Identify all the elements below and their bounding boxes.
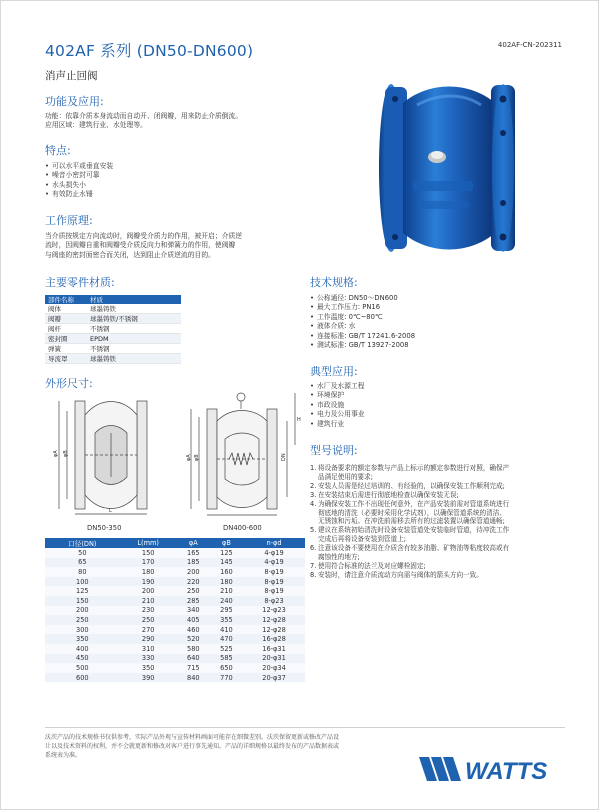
- product-subtitle: 消声止回阀: [45, 70, 98, 82]
- note-line: 安装人员需是经过培训的、有经验的，以确保安装工作顺利完成;: [318, 481, 505, 490]
- cell: 585: [210, 654, 243, 664]
- function-line: 应用区域：建筑行业、水处理等。: [45, 121, 147, 130]
- note-line: 完成后再将设备安装到管道上;: [318, 535, 406, 544]
- cell: 12-φ23: [243, 606, 305, 616]
- features-list: [45, 162, 113, 200]
- application-item: • 水厂及水源工程: [310, 382, 365, 391]
- part-name: 阀瓣: [45, 314, 87, 324]
- table-row: [45, 596, 305, 606]
- applications-list: [310, 382, 365, 429]
- cell: 355: [210, 615, 243, 625]
- cell: 770: [210, 673, 243, 683]
- note-line: 使用符合标准的法兰及对应螺栓固定;: [318, 561, 426, 570]
- cell: 250: [177, 586, 210, 596]
- cell: 230: [120, 606, 177, 616]
- cell: 240: [210, 596, 243, 606]
- footer-line: 计以及技术资料的权利，并不会就更新和修改对客户进行事先通知。产品的详细规格以最终发布的产品数据表或: [45, 743, 340, 750]
- cell: 340: [177, 606, 210, 616]
- note-number: 8.: [310, 570, 317, 579]
- cell: 450: [45, 654, 120, 664]
- dims-header-phi-a: φA: [177, 538, 210, 548]
- watts-logo: [419, 753, 567, 789]
- cell: 390: [120, 673, 177, 683]
- cell: 145: [210, 558, 243, 568]
- application-item: • 电力及公用事业: [310, 410, 365, 419]
- spec-item: • 最大工作压力: PN16: [310, 303, 415, 312]
- note-number: 6.: [310, 544, 317, 553]
- table-row: [45, 334, 181, 344]
- cell: 12-φ28: [243, 615, 305, 625]
- cell: 210: [210, 586, 243, 596]
- cell: 80: [45, 567, 120, 577]
- specs-heading: 技术规格:: [310, 276, 358, 289]
- principle-line: 流时，因阀瓣自重和阀瓣受介质反向力和弹簧力的作用，使阀瓣: [45, 241, 236, 250]
- table-row: [45, 673, 305, 683]
- cell: 16-φ31: [243, 644, 305, 654]
- cell: 190: [120, 577, 177, 587]
- feature-item: • 有效防止水锤: [45, 190, 113, 199]
- note-line: 在安装结束后需进行彻底地检查以确保安装无误;: [318, 490, 459, 499]
- cell: 50: [45, 548, 120, 558]
- dims-header-l: L(mm): [120, 538, 177, 548]
- cell: 200: [45, 606, 120, 616]
- principle-heading: 工作原理:: [45, 214, 93, 227]
- cell: 165: [177, 548, 210, 558]
- cell: 8-φ23: [243, 596, 305, 606]
- note-number: 7.: [310, 561, 317, 570]
- cell: 460: [177, 625, 210, 635]
- specs-list: [310, 294, 415, 350]
- cell: 405: [177, 615, 210, 625]
- cell: 20-φ34: [243, 663, 305, 673]
- label-phi-a: φA: [186, 454, 192, 461]
- drawing-dn400-600: [179, 385, 305, 519]
- label-h: H: [297, 417, 301, 423]
- table-row: [45, 625, 305, 635]
- label-dn: DN: [281, 453, 287, 461]
- dims-header-phi-b: φB: [210, 538, 243, 548]
- note-line: 将设备要求的额定参数与产品上标示的额定参数进行对照，确保产: [318, 464, 510, 472]
- cell: 295: [210, 606, 243, 616]
- note-line: 为确保安装工作不出现任何意外，在产品安装前需对管道系统进行: [318, 499, 510, 508]
- dims-header-dn: 口径(DN): [45, 538, 120, 548]
- cell: 250: [120, 615, 177, 625]
- cell: 200: [120, 586, 177, 596]
- application-item: • 建筑行业: [310, 420, 365, 429]
- model-notes-list: [310, 464, 562, 580]
- note-number: 2.: [310, 481, 317, 490]
- cell: 8-φ19: [243, 567, 305, 577]
- label-phi-b: φB: [194, 454, 200, 461]
- note-item: [310, 526, 562, 544]
- spec-item: • 工作温度: 0℃~80℃: [310, 313, 415, 322]
- cell: 4-φ19: [243, 548, 305, 558]
- application-item: • 市政设施: [310, 401, 365, 410]
- table-row: [45, 558, 305, 568]
- cell: 8-φ19: [243, 577, 305, 587]
- cell: 290: [120, 634, 177, 644]
- cell: 220: [177, 577, 210, 587]
- materials-header-part: 部件名称: [45, 295, 87, 304]
- dimensions-heading: 外形尺寸:: [45, 377, 93, 390]
- cell: 210: [120, 596, 177, 606]
- label-phi-b: φB: [63, 450, 69, 457]
- brand-name: WATTS: [465, 758, 548, 785]
- table-row: [45, 615, 305, 625]
- function-heading: 功能及应用:: [45, 95, 104, 108]
- table-row: [45, 304, 181, 314]
- table-row: [45, 577, 305, 587]
- table-row: [45, 606, 305, 616]
- cell: 200: [177, 567, 210, 577]
- cell: 470: [210, 634, 243, 644]
- cell: 410: [210, 625, 243, 635]
- features-heading: 特点:: [45, 144, 71, 157]
- cell: 350: [45, 634, 120, 644]
- cell: 520: [177, 634, 210, 644]
- materials-heading: 主要零件材质:: [45, 276, 115, 289]
- footer-line: 沃茨产品的技术规格书仅供参考，实际产品外观与宣传材料画面可能存在细微差别。沃茨保留更新或修改产品设: [45, 734, 340, 741]
- cell: 125: [210, 548, 243, 558]
- function-text: [45, 112, 315, 131]
- table-row: [45, 344, 181, 354]
- cell: 150: [120, 548, 177, 558]
- part-material: 不锈钢: [87, 324, 181, 334]
- cell: 640: [177, 654, 210, 664]
- dims-header-holes: n-φd: [243, 538, 305, 548]
- cell: 150: [45, 596, 120, 606]
- note-number: 4.: [310, 499, 317, 508]
- applications-heading: 典型应用:: [310, 365, 358, 378]
- footer-disclaimer: [45, 733, 405, 760]
- note-item: [310, 500, 562, 527]
- feature-item: • 水头损失小: [45, 181, 113, 190]
- note-item: [310, 571, 562, 580]
- table-row: [45, 663, 305, 673]
- note-line: 无锈蚀和污垢。在冲洗前需移去所有的过滤装置以确保管道通畅;: [318, 517, 505, 526]
- spec-item: • 测试标准: GB/T 13927-2008: [310, 341, 415, 350]
- principle-line: 当介质按规定方向流动时，阀瓣受介质力的作用，被开启；介质逆: [45, 232, 243, 240]
- cell: 8-φ19: [243, 586, 305, 596]
- cell: 65: [45, 558, 120, 568]
- cell: 270: [120, 625, 177, 635]
- note-line: 彻底地的清洗（必要时采用化学试剂），以确保管道系统的清洁、: [318, 508, 506, 517]
- part-material: 球墨铸铁: [87, 304, 181, 314]
- part-name: 阀杆: [45, 324, 87, 334]
- note-item: [310, 544, 562, 562]
- cell: 580: [177, 644, 210, 654]
- cell: 600: [45, 673, 120, 683]
- cell: 160: [210, 567, 243, 577]
- cell: 180: [120, 567, 177, 577]
- model-notes-heading: 型号说明:: [310, 444, 358, 457]
- drawing-dn50-350: [45, 393, 175, 519]
- note-line: 品满足使用的要求;: [318, 472, 373, 481]
- principle-line: 与阀座的密封面密合而关闭，达到阻止介质逆流的目的。: [45, 250, 215, 259]
- label-phi-a: φA: [53, 450, 59, 457]
- note-line: 注意该设备不要使用在介质含有较多油脂、矿物油等粘度较高或有: [318, 544, 510, 553]
- cell: 250: [45, 615, 120, 625]
- feature-item: • 噪音小密封可靠: [45, 171, 113, 180]
- part-name: 阀体: [45, 304, 87, 314]
- dimensions-table: [45, 538, 305, 682]
- note-item: [310, 562, 562, 571]
- note-item: [310, 482, 562, 491]
- cell: 525: [210, 644, 243, 654]
- cell: 285: [177, 596, 210, 606]
- part-name: 导流罩: [45, 354, 87, 364]
- footer-divider: [45, 727, 565, 728]
- table-row: [45, 644, 305, 654]
- cell: 500: [45, 663, 120, 673]
- document-number: 402AF-CN-202311: [497, 41, 562, 49]
- part-material: 球墨铸铁/不锈钢: [87, 314, 181, 324]
- cell: 20-φ31: [243, 654, 305, 664]
- note-number: 5.: [310, 526, 317, 535]
- part-material: EPDM: [87, 334, 181, 344]
- note-item: [310, 491, 562, 500]
- cell: 12-φ28: [243, 625, 305, 635]
- product-image: [369, 73, 529, 263]
- drawing-caption-right: DN400-600: [223, 524, 262, 532]
- feature-item: • 可以水平或垂直安装: [45, 162, 113, 171]
- table-row: [45, 314, 181, 324]
- note-line: 安装时，请注意介质流动方向需与阀体的箭头方向一致。: [318, 570, 483, 579]
- materials-header-material: 材质: [87, 295, 181, 304]
- application-item: • 环境保护: [310, 391, 365, 400]
- drawing-caption-left: DN50-350: [87, 524, 122, 532]
- cell: 100: [45, 577, 120, 587]
- page-title: 402AF 系列 (DN50-DN600): [45, 42, 254, 60]
- cell: 185: [177, 558, 210, 568]
- table-row: [45, 586, 305, 596]
- function-line: 功能：依靠介质本身流动而自动开、闭阀瓣，用来防止介质倒流。: [45, 112, 243, 120]
- cell: 125: [45, 586, 120, 596]
- cell: 20-φ37: [243, 673, 305, 683]
- cell: 840: [177, 673, 210, 683]
- table-row: [45, 654, 305, 664]
- table-row: [45, 354, 181, 364]
- cell: 16-φ28: [243, 634, 305, 644]
- note-number: 3.: [310, 490, 317, 499]
- table-row: [45, 567, 305, 577]
- label-l: L: [109, 508, 112, 514]
- spec-item: • 连接标准: GB/T 17241.6-2008: [310, 332, 415, 341]
- note-line: 腐蚀性的地方;: [318, 553, 360, 562]
- principle-text: [45, 232, 315, 260]
- cell: 330: [120, 654, 177, 664]
- note-line: 建议在系统初始清洗时设备安装管道处安装临时管道，待冲洗工作: [318, 526, 510, 535]
- cell: 300: [45, 625, 120, 635]
- cell: 310: [120, 644, 177, 654]
- part-name: 弹簧: [45, 344, 87, 354]
- materials-table: [45, 295, 181, 364]
- note-item: [310, 464, 562, 482]
- cell: 180: [210, 577, 243, 587]
- table-row: [45, 324, 181, 334]
- spec-item: • 公称通径: DN50～DN600: [310, 294, 415, 303]
- spec-item: • 液体介质: 水: [310, 322, 415, 331]
- cell: 350: [120, 663, 177, 673]
- cell: 715: [177, 663, 210, 673]
- cell: 400: [45, 644, 120, 654]
- cell: 4-φ19: [243, 558, 305, 568]
- footer-line: 系统表为准。: [45, 752, 82, 759]
- note-number: 1.: [310, 464, 317, 472]
- part-name: 密封圈: [45, 334, 87, 344]
- cell: 170: [120, 558, 177, 568]
- part-material: 不锈钢: [87, 344, 181, 354]
- cell: 650: [210, 663, 243, 673]
- table-row: [45, 634, 305, 644]
- part-material: 球墨铸铁: [87, 354, 181, 364]
- table-row: [45, 548, 305, 558]
